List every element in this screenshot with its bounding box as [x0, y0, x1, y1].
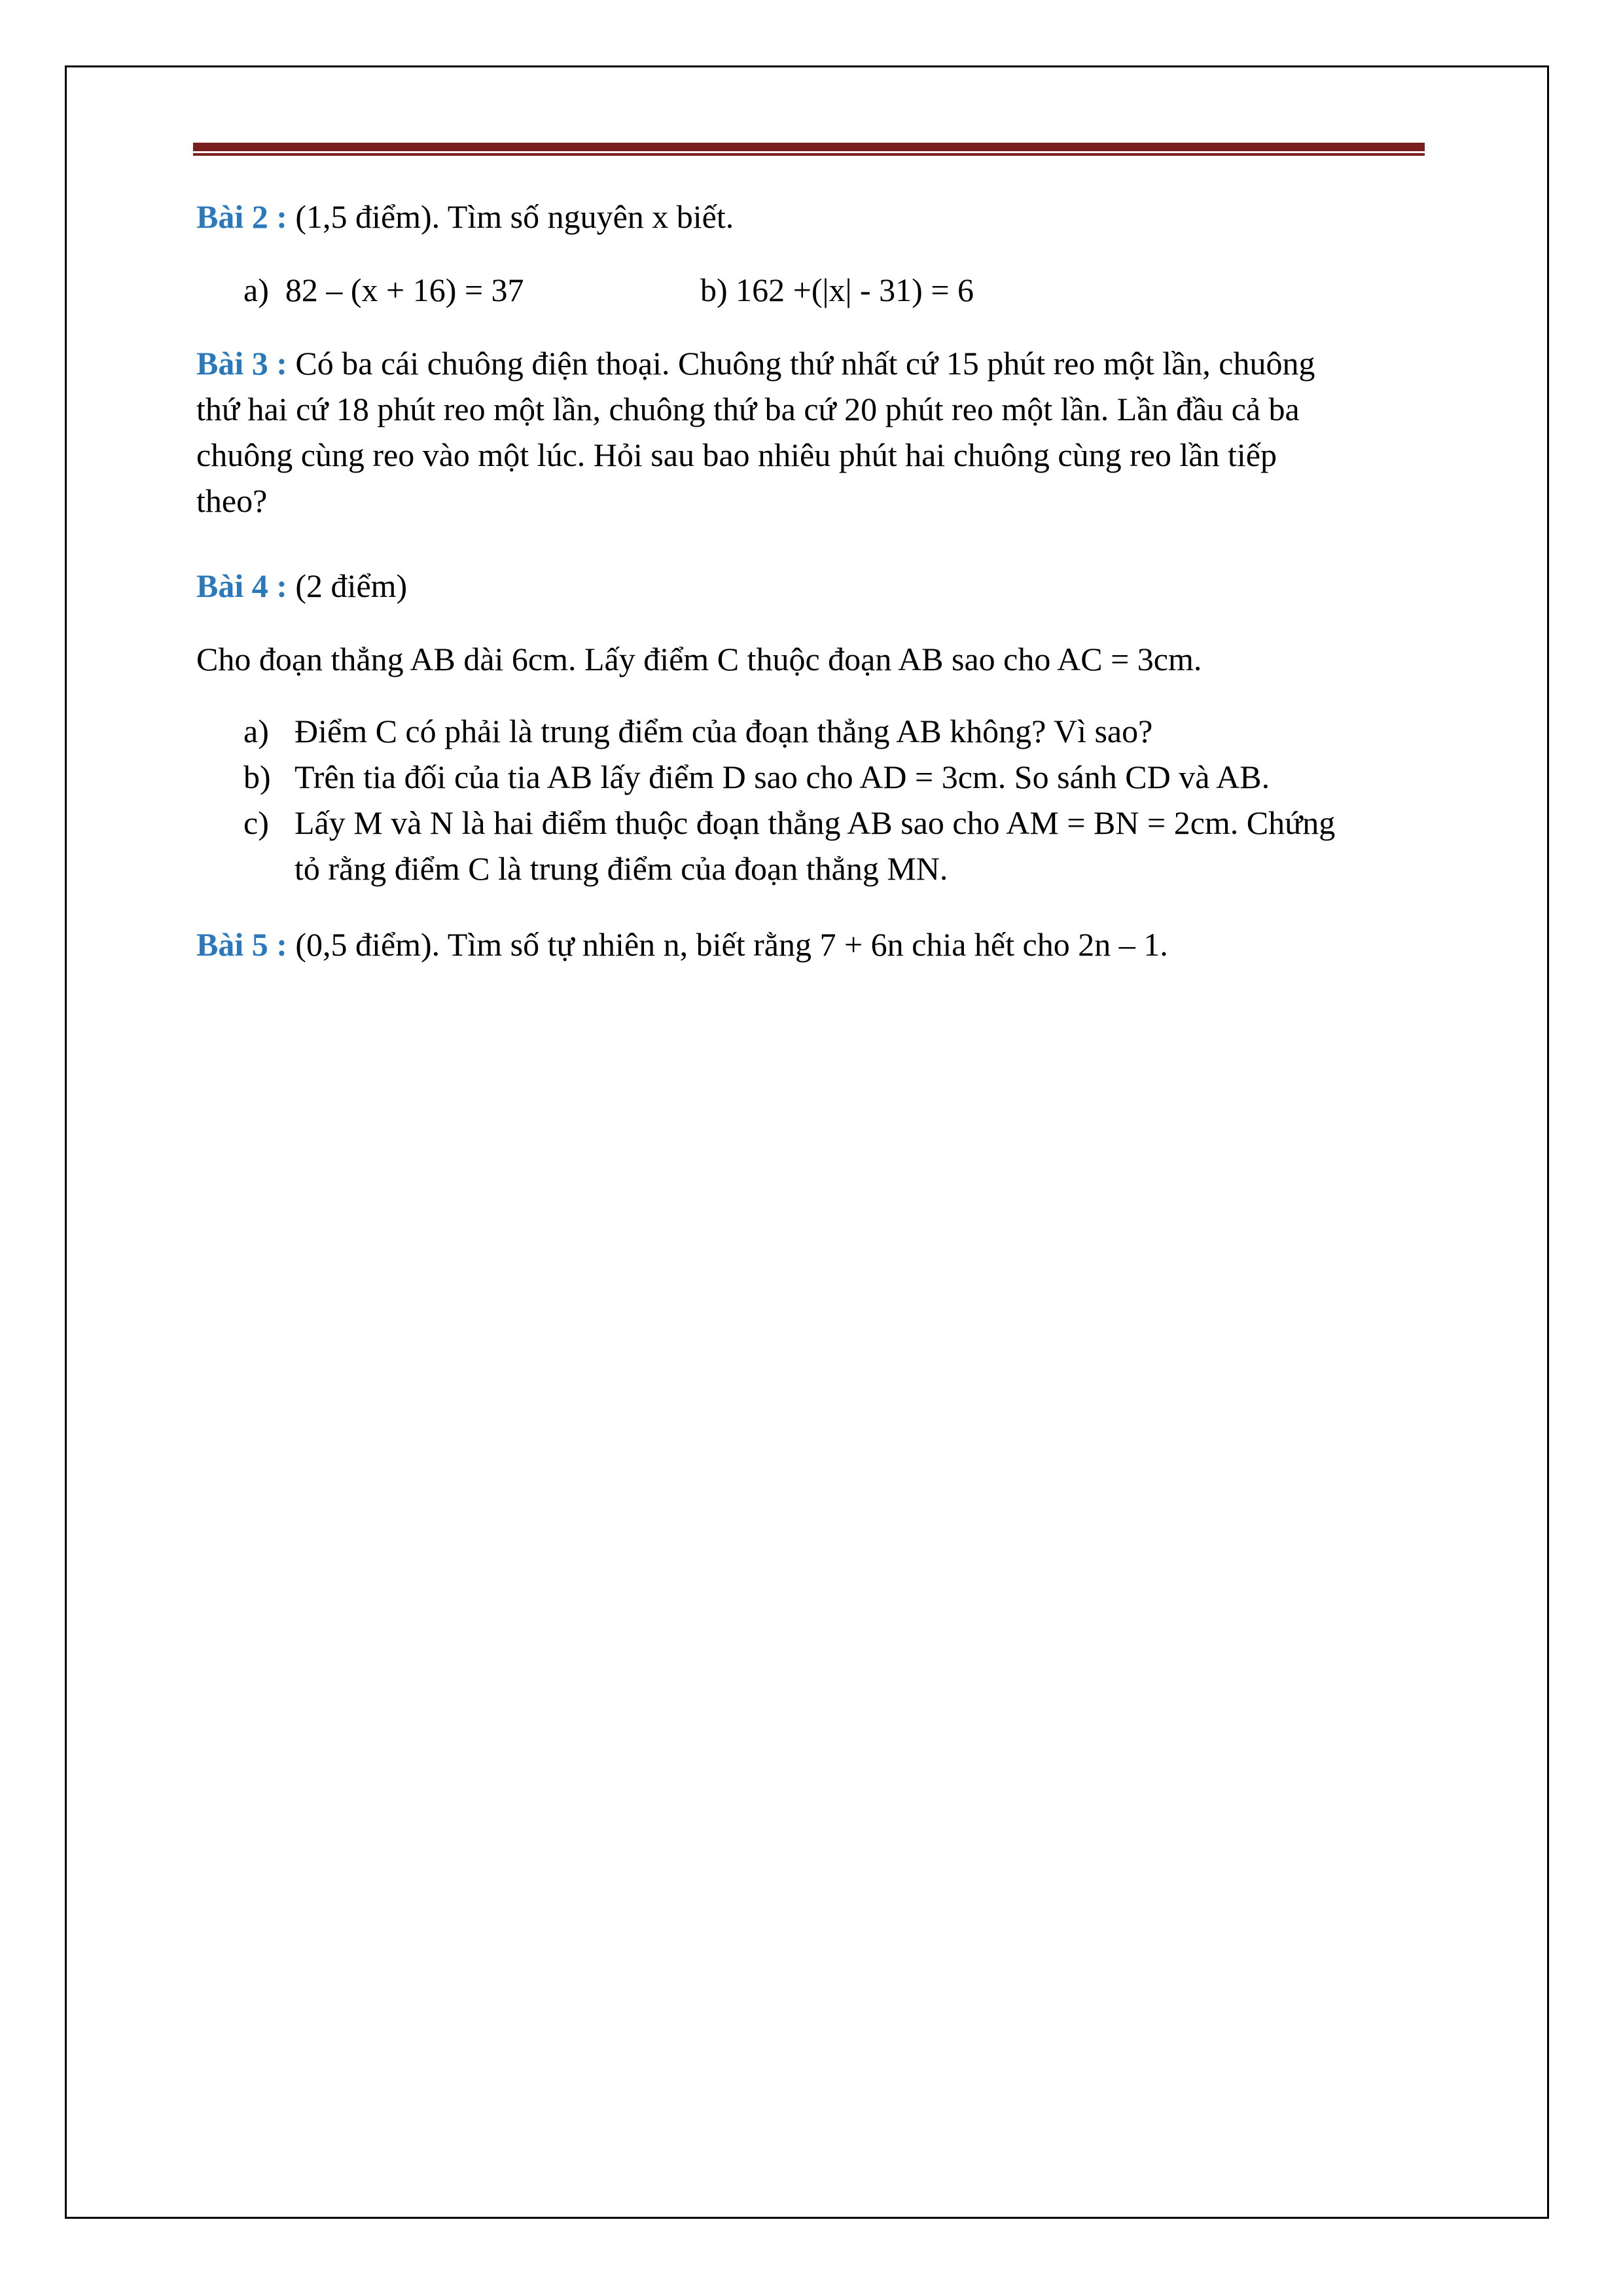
bai2-part-a: [243, 267, 524, 313]
bai2-part-b: b) 162 +(|x| - 31) = 6: [700, 272, 974, 308]
list-item: [196, 754, 1427, 800]
bai4-item-b-text: Trên tia đối của tia AB lấy điểm D sao cho AD = 3cm. So sánh CD và AB.: [294, 759, 1270, 795]
bai4-item-a-marker: a): [243, 713, 269, 749]
bai4-label: Bài 4 :: [196, 567, 287, 604]
bai3-line3: chuông cùng reo vào một lúc. Hỏi sau bao nhiêu phút hai chuông cùng reo lần tiếp: [196, 437, 1277, 473]
bai3-block: [196, 340, 1427, 524]
bai4-item-c-marker: c): [243, 804, 269, 841]
bai3-label: Bài 3 :: [196, 345, 287, 382]
bai4-item-c-text: Lấy M và N là hai điểm thuộc đoạn thẳng AB sao cho AM = BN = 2cm. Chứng: [294, 804, 1336, 841]
bai3-line2: thứ hai cứ 18 phút reo một lần, chuông thứ ba cứ 20 phút reo một lần. Lần đầu cả ba: [196, 391, 1300, 427]
header-rule-thin: [193, 153, 1425, 156]
header-rule: [193, 143, 1425, 156]
bai4-item-b-marker: b): [243, 759, 271, 795]
bai3-line4: theo?: [196, 482, 268, 519]
bai5-text: (0,5 điểm). Tìm số tự nhiên n, biết rằng 7 + 6n chia hết cho 2n – 1.: [287, 926, 1168, 963]
bai5-label: Bài 5 :: [196, 926, 287, 963]
header-rule-thick: [193, 143, 1425, 151]
bai2-heading: [196, 194, 734, 240]
list-item: [196, 800, 1427, 891]
bai2-part-a-marker: a): [243, 272, 269, 308]
bai3-line1: [196, 340, 1427, 386]
bai2-parts: [196, 267, 1427, 313]
bai4-item-a-text: Điểm C có phải là trung điểm của đoạn thẳng AB không? Vì sao?: [294, 713, 1153, 749]
bai4-list: [196, 708, 1427, 891]
list-item: [196, 708, 1427, 754]
bai2-text: (1,5 điểm). Tìm số nguyên x biết.: [287, 198, 734, 235]
bai2-label: Bài 2 :: [196, 198, 287, 235]
bai3-line1-text: Có ba cái chuông điện thoại. Chuông thứ nhất cứ 15 phút reo một lần, chuông: [287, 345, 1315, 382]
bai4-intro: Cho đoạn thẳng AB dài 6cm. Lấy điểm C thuộc đoạn AB sao cho AC = 3cm.: [196, 641, 1202, 677]
bai5-heading: [196, 922, 1168, 967]
bai4-item-c-text-cont: tỏ rằng điểm C là trung điểm của đoạn thẳng MN.: [294, 850, 948, 887]
bai4-text: (2 điểm): [287, 567, 408, 604]
bai4-heading: [196, 563, 407, 609]
bai2-part-a-text: 82 – (x + 16) = 37: [285, 272, 524, 308]
